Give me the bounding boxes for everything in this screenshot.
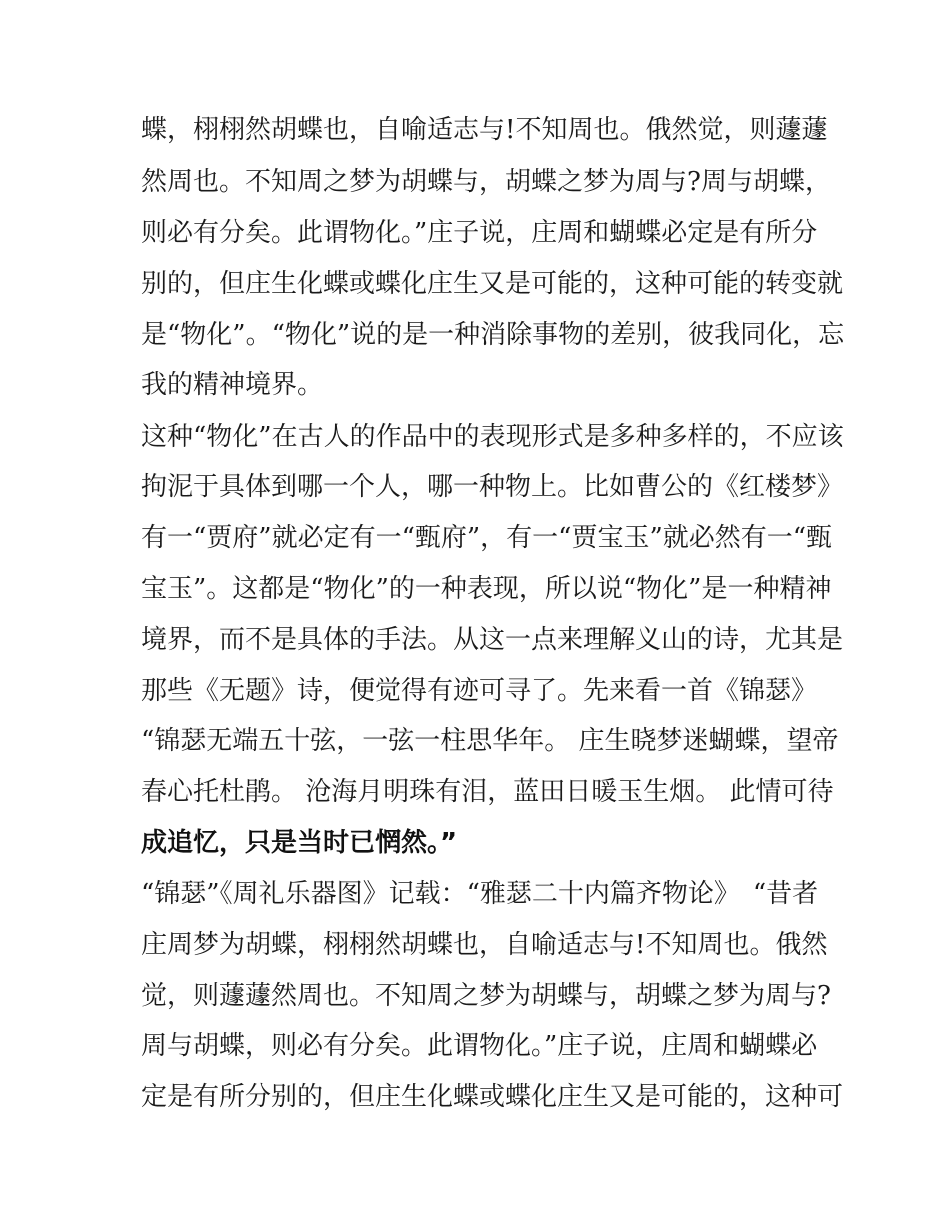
poem-line: 春心托杜鹃。 沧海月明珠有泪，蓝田日暖玉生烟。 此情可待 — [141, 777, 834, 807]
text-line: 有一“贾府”就必定有一“甄府”，有一“贾宝玉”就必然有一“甄 — [141, 523, 833, 553]
text-line: 这种“物化”在古人的作品中的表现形式是多种多样的，不应该 — [141, 422, 844, 452]
text-line: “锦瑟”《周礼乐器图》记载：“雅瑟二十内篇齐物论》 “昔者 — [141, 879, 819, 909]
text-line: 蝶，栩栩然胡蝶也，自喻适志与!不知周也。俄然觉，则蘧蘧 — [141, 115, 828, 145]
text-line: 周与胡蝶，则必有分矣。此谓物化。”庄子说，庄周和蝴蝶必 — [141, 1031, 818, 1061]
text-line: 境界，而不是具体的手法。从这一点来理解义山的诗，尤其是 — [141, 625, 844, 655]
text-line: 我的精神境界。 — [141, 370, 324, 400]
text-line: 然周也。不知周之梦为胡蝶与，胡蝶之梦为周与?周与胡蝶， — [141, 167, 831, 197]
text-line: 是“物化”。“物化”说的是一种消除事物的差别，彼我同化，忘 — [141, 320, 845, 350]
text-line: 庄周梦为胡蝶，栩栩然胡蝶也，自喻适志与!不知周也。俄然 — [141, 930, 828, 960]
poem-line: “锦瑟无端五十弦，一弦一柱思华年。 庄生晓梦迷蝴蝶，望帝 — [141, 726, 839, 756]
poem-line: 成追忆，只是当时已惘然。” — [141, 828, 458, 858]
text-line: 宝玉”。这都是“物化”的一种表现，所以说“物化”是一种精神 — [141, 574, 832, 604]
text-line: 别的，但庄生化蝶或蝶化庄生又是可能的，这种可能的转变就 — [141, 269, 844, 299]
text-line: 那些《无题》诗，便觉得有迹可寻了。先来看一首《锦瑟》 — [141, 676, 818, 706]
text-line: 则必有分矣。此谓物化。”庄子说，庄周和蝴蝶必定是有所分 — [141, 218, 818, 248]
text-line: 觉，则蘧蘧然周也。不知周之梦为胡蝶与，胡蝶之梦为周与? — [141, 981, 831, 1011]
text-line: 拘泥于具体到哪一个人，哪一种物上。比如曹公的《红楼梦》 — [141, 472, 844, 502]
text-line: 定是有所分别的，但庄生化蝶或蝶化庄生又是可能的，这种可 — [141, 1082, 844, 1112]
